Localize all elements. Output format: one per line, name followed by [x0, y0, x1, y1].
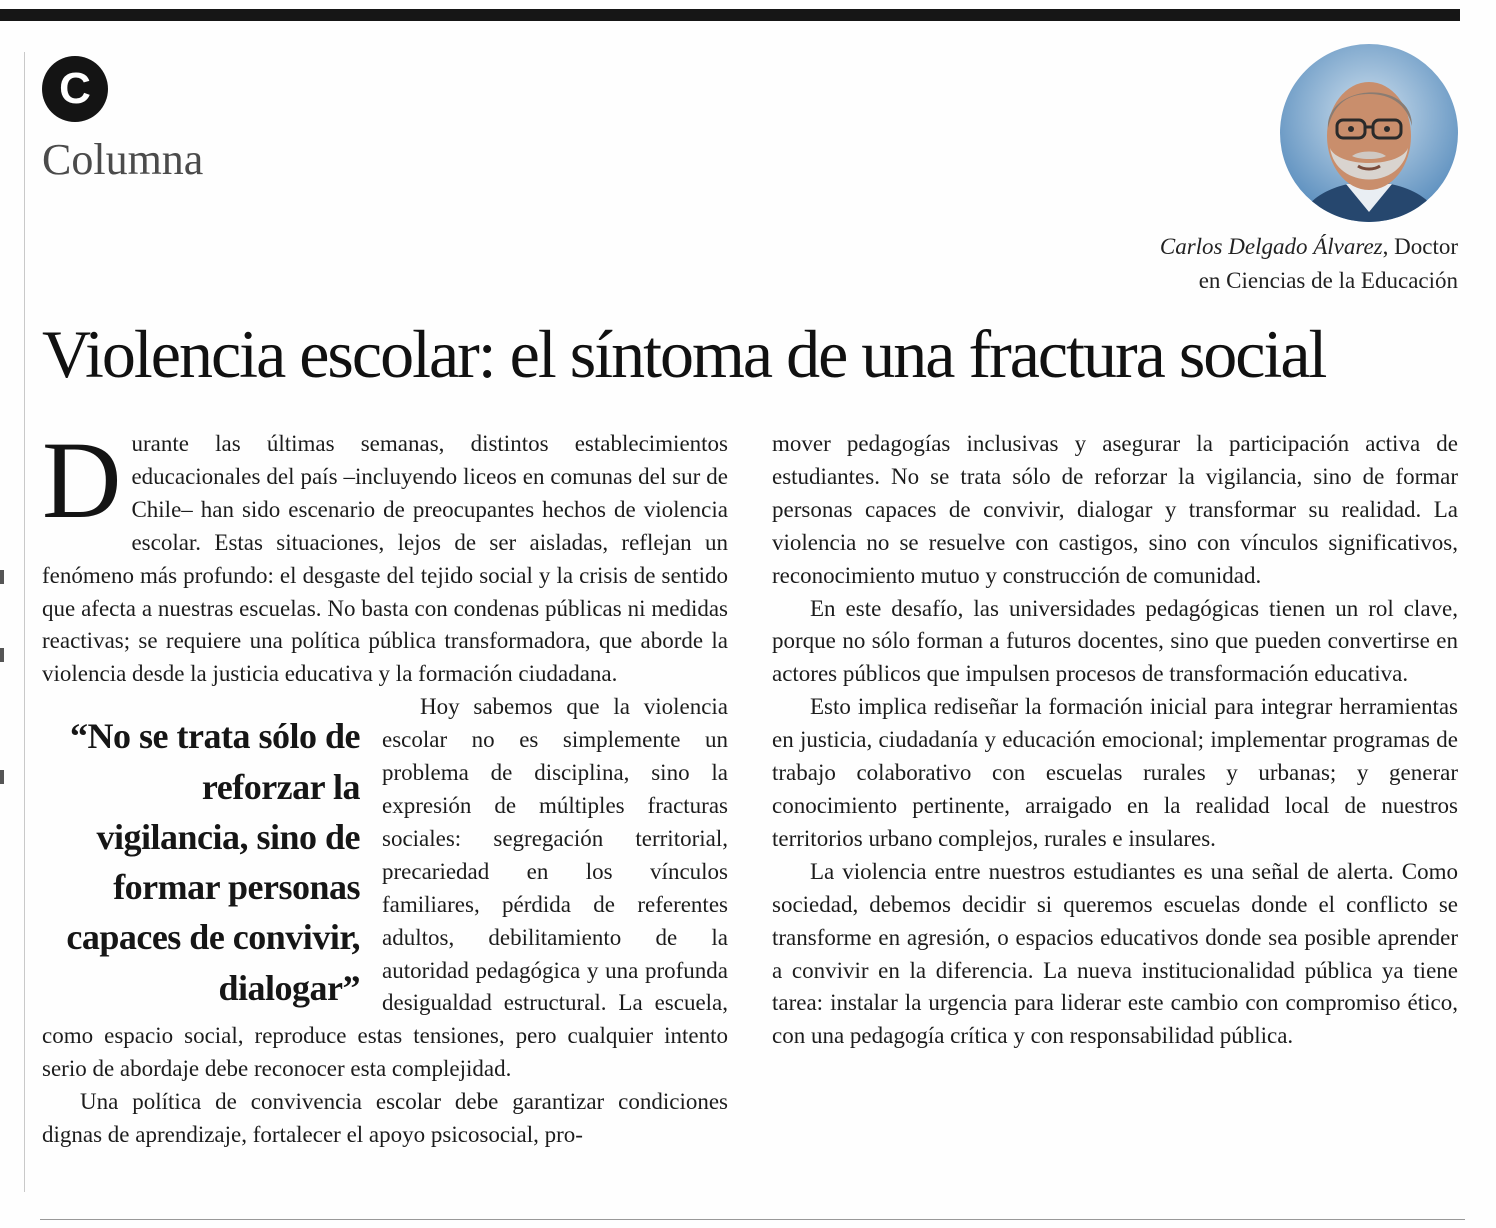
margin-mark: [0, 770, 4, 784]
top-rule: [0, 9, 1460, 21]
paragraph-3: Una política de convivencia escolar debe garantizar condiciones dignas de aprendizaje, fortalecer el apoyo psicosocial, pro-: [42, 1089, 728, 1148]
paragraph-6: La violencia entre nuestros estudiantes es una señal de alerta. Como sociedad, debemos decidir si queremos escuelas donde el conflicto se transforme en agresión, o espacios educativos donde sea posible aprender a convivir en la diferencia. La nueva institucionalidad pública ya tiene tarea: instalar la urgencia para liderar este cambio con compromiso ético, con una pedagogía crítica y con responsabilidad pública.: [772, 858, 1458, 1049]
author-title: , Doctor: [1382, 234, 1458, 259]
author-name: Carlos Delgado Álvarez: [1159, 234, 1383, 259]
author-photo: [1280, 44, 1458, 222]
margin-mark: [0, 570, 4, 584]
margin-mark: [0, 648, 4, 662]
paragraph-3-continued: mover pedagogías inclusivas y asegurar la participación activa de estudiantes. No se trata sólo de reforzar la vigilancia, sino de formar personas capaces de convivir, dialogar y transformar su realidad. La violencia no se resuelve con castigos, sino con vínculos significativos, reconocimiento mutuo y construcción de comunidad.: [772, 431, 1458, 588]
paragraph-2: Hoy sabemos que la violencia escolar no es simplemente un problema de disciplina, sino la expresión de múltiples fracturas sociales: segregación territorial, precariedad en los vínculos familiares, pérdida de referentes adultos, debilitamiento de la autoridad pedagógica y una profunda desigualdad estructural. La escuela, como espacio social, reproduce estas tensiones, pero cualquier intento serio de abordaje debe reconocer esta complejidad.: [42, 694, 728, 1082]
paragraph-5: Esto implica rediseñar la formación inicial para integrar herramientas en justicia, ciudadanía y educación emocional; implementar programas de trabajo colaborativo con escuelas rurales y urbanas; y generar conocimiento pertinente, arraigado en la realidad local de nuestros territorios urbano complejos, rurales e insulares.: [772, 694, 1458, 851]
author-credit-line-2: en Ciencias de la Educación: [1198, 268, 1458, 293]
paragraph-1: [42, 419, 728, 691]
pull-quote: “No se trata sólo de reforzar la vigilancia, sino de formar personas capaces de convivir, dialogar”: [66, 716, 360, 1008]
paragraph-4: En este desafío, las universidades pedagógicas tienen un rol clave, porque no sólo forman a futuros docentes, sino que pueden convertirse en actores públicos que impulsen procesos de transformación educativa.: [772, 595, 1458, 687]
paragraph-1-text: urante las últimas semanas, distintos establecimientos educacionales del país –incluyendo liceos en comunas del sur de Chile– han sido escenario de preocupantes hechos de violencia escolar. Estas situaciones, lejos de ser aisladas, reflejan un fenómeno más profundo: el desgaste del tejido social y la crisis de sentido que afecta a nuestras escuelas. No basta con condenas públicas ni medidas reactivas; se requiere una política pública transformadora, que aborde la violencia desde la justicia educativa y la formación ciudadana.: [42, 431, 728, 687]
article-column-right: [772, 428, 1458, 1198]
headline: Violencia escolar: el síntoma de una fractura social: [42, 316, 1326, 392]
column-divider: [24, 52, 25, 1192]
author-credit: [1160, 230, 1458, 298]
section-badge: C: [42, 56, 108, 122]
drop-cap: D: [42, 419, 122, 541]
section-label: Columna: [42, 135, 204, 184]
author-credit-line-1: [1160, 230, 1458, 264]
article-column-left: [42, 419, 728, 1198]
author-portrait-icon: [1280, 44, 1458, 222]
bottom-rule: [40, 1219, 1465, 1220]
